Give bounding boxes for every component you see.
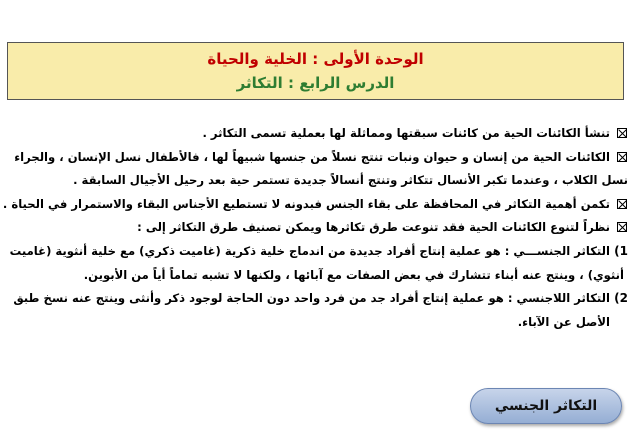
checkbox-icon xyxy=(617,152,627,162)
item-number: 1) xyxy=(614,243,628,258)
lesson-content xyxy=(2,122,628,334)
paragraph-line: أنثوي) ، وينتج عنه أبناء تتشارك في بعض الصفات مع آبائها ، ولكنها لا تشبه تماماً أياً من الأبوين. xyxy=(83,267,624,282)
bullet-paragraph xyxy=(8,146,628,193)
unit-title: الوحدة الأولى : الخلية والحياة xyxy=(207,50,424,68)
checkbox-icon xyxy=(617,128,627,138)
sexual-reproduction-button[interactable]: التكاثر الجنسي xyxy=(470,388,622,424)
paragraph-line: تنشأ الكائنات الحية من كائنات سبقتها ومماثلة لها بعملية تسمى التكاثر . xyxy=(202,126,610,140)
paragraph-line: التكاثر الجنســـي : هو عملية إنتاج أفراد جديدة من اندماج خلية ذكرية (غاميت ذكري) مع خلية أنثوية (غاميت xyxy=(9,243,610,258)
bullet-paragraph xyxy=(8,122,628,146)
bullet-paragraph xyxy=(8,216,628,240)
checkbox-icon xyxy=(617,222,627,232)
lesson-title: الدرس الرابع : التكاثر xyxy=(236,74,395,92)
paragraph-line: نسل الكلاب ، وعندما تكبر الأنسال تتكاثر وتنتج أنسالاً جديدة تستمر حية بعد رحيل الأجيال السابقة . xyxy=(73,173,628,188)
item-number: 2) xyxy=(614,291,628,306)
reproduction-type-item xyxy=(8,240,628,287)
paragraph-line: الكائنات الحية من إنسان و حيوان ونبات تنتج نسلاً من جنسها شبيهاً لها ، فالأطفال نسل الإنسان ، والجراء xyxy=(14,149,610,164)
paragraph-line: التكاثر اللاجنسي : هو عملية إنتاج أفراد جد من فرد واحد دون الحاجة لوجود ذكر وأنثى وينتج عنه نسخ طبق xyxy=(13,291,610,306)
reproduction-type-item xyxy=(8,287,628,334)
paragraph-line: نظراً لتنوع الكائنات الحية فقد تنوعت طرق تكاثرها ويمكن تصنيف طرق التكاثر إلى : xyxy=(137,220,610,235)
paragraph-line: الأصل عن الآباء. xyxy=(517,314,610,329)
paragraph-line: تكمن أهمية التكاثر في المحافظة على بقاء الجنس فبدونه لا تستطيع الأجناس البقاء والاستمرار في الحياة . xyxy=(2,196,610,211)
checkbox-icon xyxy=(617,199,627,209)
lesson-header xyxy=(7,42,624,100)
bullet-paragraph xyxy=(2,193,628,217)
